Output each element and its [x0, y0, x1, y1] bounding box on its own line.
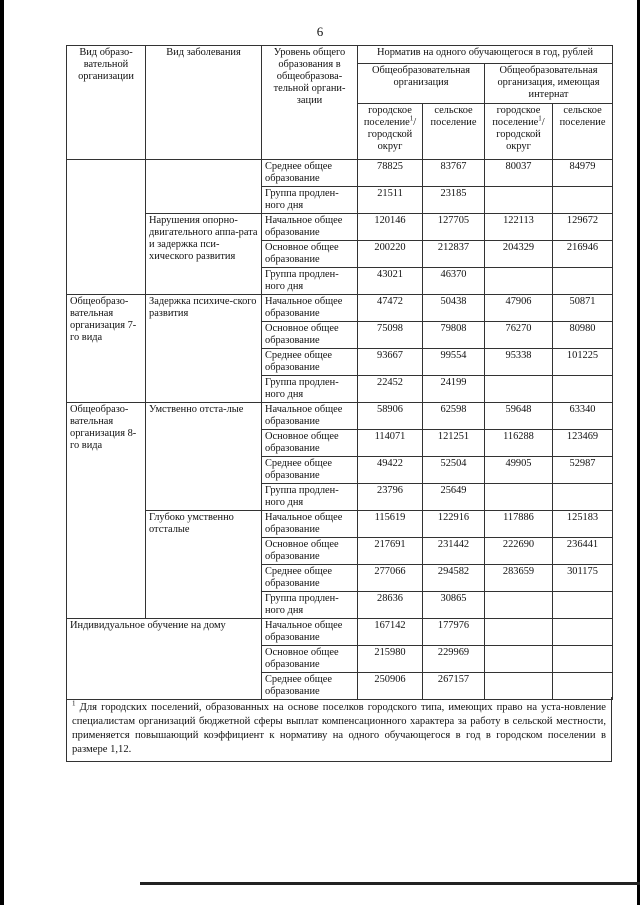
- disease-type-cell: Глубоко умственно отсталые: [146, 511, 262, 619]
- level-cell: Начальное общее образование: [262, 403, 358, 430]
- level-cell: Основное общее образование: [262, 322, 358, 349]
- level-cell: Группа продлен-ного дня: [262, 187, 358, 214]
- value-cell: 283659: [485, 565, 553, 592]
- org-type-cell: [67, 160, 146, 295]
- value-cell: [485, 646, 553, 673]
- level-cell: Группа продлен-ного дня: [262, 268, 358, 295]
- level-cell: Среднее общее образование: [262, 673, 358, 700]
- value-cell: 222690: [485, 538, 553, 565]
- level-cell: Начальное общее образование: [262, 295, 358, 322]
- value-cell: 95338: [485, 349, 553, 376]
- value-cell: 43021: [358, 268, 423, 295]
- value-cell: 277066: [358, 565, 423, 592]
- value-cell: [485, 673, 553, 700]
- footnote-text: Для городских поселений, образованных на основе поселков городского типа, имеющих право на уста-новление специалистам организаций бюджетной сферы выплат компенсационного характера за работу в сельской местности, применяется повышающий коэффициент к нормативу на одного обучающегося в год в городском поселении в размере 1,12.: [72, 702, 606, 755]
- footnote: [66, 697, 612, 762]
- value-cell: 23796: [358, 484, 423, 511]
- value-cell: 47472: [358, 295, 423, 322]
- value-cell: [485, 187, 553, 214]
- value-cell: 49422: [358, 457, 423, 484]
- value-cell: 236441: [553, 538, 613, 565]
- value-cell: 212837: [423, 241, 485, 268]
- value-cell: 50871: [553, 295, 613, 322]
- table-row: [67, 403, 613, 430]
- value-cell: 231442: [423, 538, 485, 565]
- footnote-mark: 1: [72, 699, 76, 708]
- value-cell: 76270: [485, 322, 553, 349]
- value-cell: 93667: [358, 349, 423, 376]
- value-cell: 216946: [553, 241, 613, 268]
- value-cell: 167142: [358, 619, 423, 646]
- level-cell: Среднее общее образование: [262, 565, 358, 592]
- header-urban-general: городское поселение$^1$/ городской округ: [358, 104, 423, 160]
- value-cell: 80980: [553, 322, 613, 349]
- value-cell: 250906: [358, 673, 423, 700]
- value-cell: 120146: [358, 214, 423, 241]
- value-cell: 116288: [485, 430, 553, 457]
- header-disease-type: Вид заболевания: [146, 46, 262, 160]
- page-number: 6: [316, 24, 324, 39]
- value-cell: 200220: [358, 241, 423, 268]
- value-cell: 62598: [423, 403, 485, 430]
- org-type-cell: Общеобразо-вательная организация 7-го вида: [67, 295, 146, 403]
- value-cell: [553, 673, 613, 700]
- value-cell: [553, 376, 613, 403]
- individual-learning-cell: Индивидуальное обучение на дому: [67, 619, 262, 700]
- header-group-general: Общеобразовательная организация: [358, 64, 485, 104]
- level-cell: Основное общее образование: [262, 241, 358, 268]
- table-row: [67, 160, 613, 187]
- value-cell: 84979: [553, 160, 613, 187]
- table-row: [67, 511, 613, 538]
- value-cell: [553, 484, 613, 511]
- header-org-type: Вид образо-вательной организации: [67, 46, 146, 160]
- level-cell: Основное общее образование: [262, 430, 358, 457]
- value-cell: 217691: [358, 538, 423, 565]
- header-rural-general: сельское поселение: [423, 104, 485, 160]
- org-type-cell: Общеобразо-вательная организация 8-го вида: [67, 403, 146, 619]
- value-cell: 229969: [423, 646, 485, 673]
- value-cell: 125183: [553, 511, 613, 538]
- value-cell: 177976: [423, 619, 485, 646]
- normative-table: [66, 45, 613, 700]
- value-cell: 21511: [358, 187, 423, 214]
- value-cell: 52504: [423, 457, 485, 484]
- value-cell: [553, 646, 613, 673]
- table-row: [67, 214, 613, 241]
- level-cell: Начальное общее образование: [262, 619, 358, 646]
- header-normative: Норматив на одного обучающегося в год, рублей: [358, 46, 613, 64]
- value-cell: 114071: [358, 430, 423, 457]
- header-urban-boarding: городское поселение$^1$/ городской округ: [485, 104, 553, 160]
- value-cell: 101225: [553, 349, 613, 376]
- value-cell: 25649: [423, 484, 485, 511]
- header-rural-boarding: сельское поселение: [553, 104, 613, 160]
- level-cell: Группа продлен-ного дня: [262, 484, 358, 511]
- value-cell: 121251: [423, 430, 485, 457]
- value-cell: 47906: [485, 295, 553, 322]
- level-cell: Среднее общее образование: [262, 349, 358, 376]
- disease-type-cell: [146, 160, 262, 214]
- level-cell: Группа продлен-ного дня: [262, 376, 358, 403]
- level-cell: Начальное общее образование: [262, 511, 358, 538]
- value-cell: 123469: [553, 430, 613, 457]
- value-cell: [553, 268, 613, 295]
- level-cell: Группа продлен-ного дня: [262, 592, 358, 619]
- value-cell: [553, 187, 613, 214]
- header-group-boarding: Общеобразовательная организация, имеющая интернат: [485, 64, 613, 104]
- level-cell: Основное общее образование: [262, 538, 358, 565]
- value-cell: 46370: [423, 268, 485, 295]
- value-cell: 28636: [358, 592, 423, 619]
- value-cell: 80037: [485, 160, 553, 187]
- value-cell: [485, 592, 553, 619]
- value-cell: 75098: [358, 322, 423, 349]
- value-cell: 83767: [423, 160, 485, 187]
- value-cell: 63340: [553, 403, 613, 430]
- value-cell: [553, 592, 613, 619]
- value-cell: 294582: [423, 565, 485, 592]
- value-cell: 49905: [485, 457, 553, 484]
- disease-type-cell: Нарушения опорно-двигательного аппа-рата и задержка пси-хического развития: [146, 214, 262, 295]
- value-cell: 122916: [423, 511, 485, 538]
- value-cell: 117886: [485, 511, 553, 538]
- value-cell: 122113: [485, 214, 553, 241]
- value-cell: 115619: [358, 511, 423, 538]
- value-cell: 50438: [423, 295, 485, 322]
- value-cell: 78825: [358, 160, 423, 187]
- level-cell: Основное общее образование: [262, 646, 358, 673]
- value-cell: 79808: [423, 322, 485, 349]
- value-cell: 204329: [485, 241, 553, 268]
- value-cell: 215980: [358, 646, 423, 673]
- table-row: [67, 619, 613, 646]
- value-cell: 30865: [423, 592, 485, 619]
- value-cell: 301175: [553, 565, 613, 592]
- level-cell: Начальное общее образование: [262, 214, 358, 241]
- value-cell: 52987: [553, 457, 613, 484]
- value-cell: [485, 268, 553, 295]
- level-cell: Среднее общее образование: [262, 160, 358, 187]
- value-cell: [485, 619, 553, 646]
- value-cell: 24199: [423, 376, 485, 403]
- value-cell: 59648: [485, 403, 553, 430]
- value-cell: 23185: [423, 187, 485, 214]
- value-cell: 267157: [423, 673, 485, 700]
- header-row-1: [67, 46, 613, 64]
- value-cell: [485, 376, 553, 403]
- disease-type-cell: Умственно отста-лые: [146, 403, 262, 511]
- value-cell: 58906: [358, 403, 423, 430]
- value-cell: [553, 619, 613, 646]
- value-cell: 129672: [553, 214, 613, 241]
- level-cell: Среднее общее образование: [262, 457, 358, 484]
- scan-edge-left: [0, 0, 4, 905]
- header-education-level: Уровень общего образования в общеобразова-тельной органи-зации: [262, 46, 358, 160]
- disease-type-cell: Задержка психиче-ского развития: [146, 295, 262, 403]
- scan-edge-bottom: [140, 882, 640, 885]
- table-row: [67, 295, 613, 322]
- value-cell: 22452: [358, 376, 423, 403]
- value-cell: 99554: [423, 349, 485, 376]
- value-cell: [485, 484, 553, 511]
- value-cell: 127705: [423, 214, 485, 241]
